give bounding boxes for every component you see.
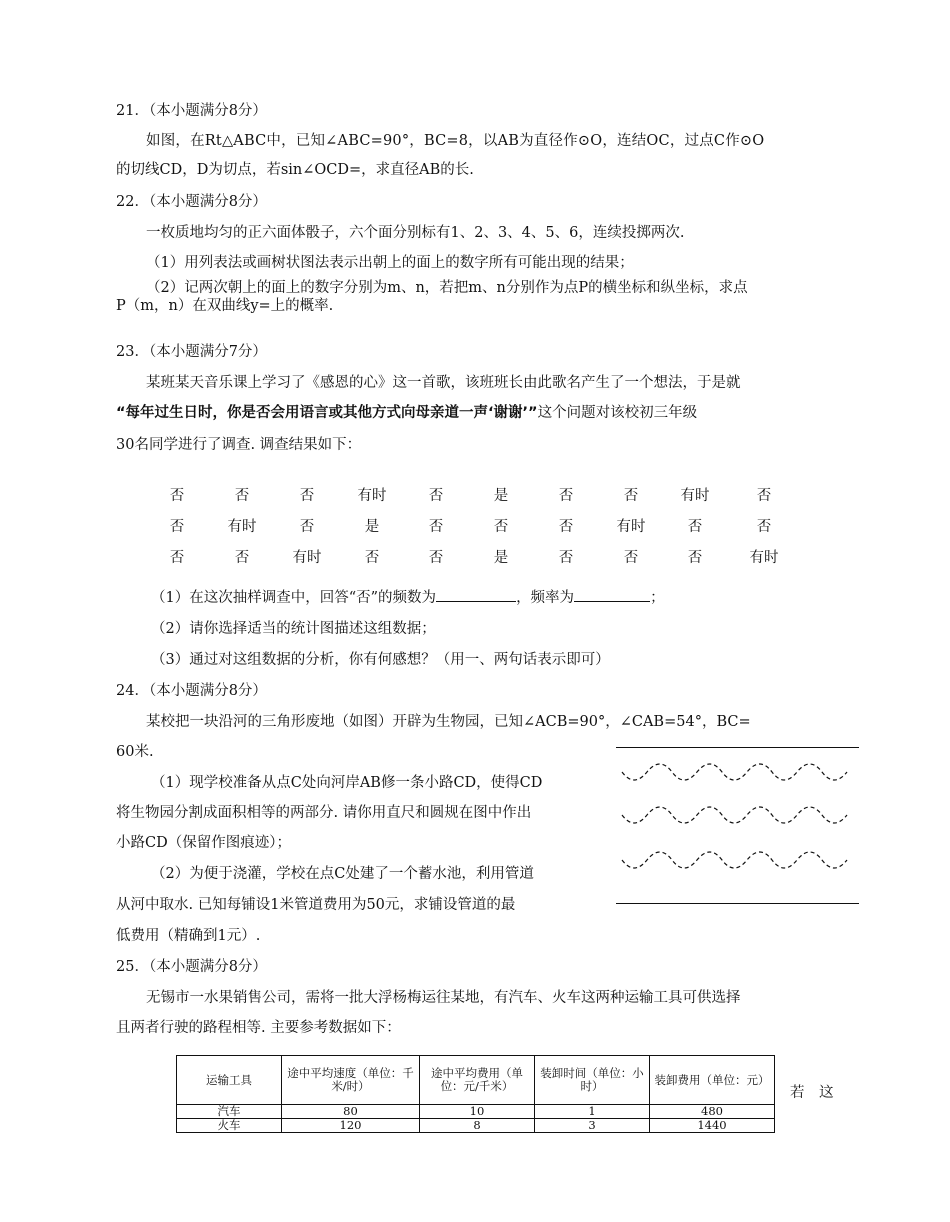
q21-line1: 如图，在Rt△ABC中，已知∠ABC=90°，BC=8，以AB为直径作⊙O，连结OC，过点C作⊙O (146, 133, 765, 149)
survey-cell: 否 (687, 519, 703, 535)
q25-intro1: 无锡市一水果销售公司，需将一批大浮杨梅运往某地，有汽车、火车这两种运输工具可供选择 (146, 990, 741, 1006)
table-cell: 汽车 (177, 1105, 282, 1119)
q23-part1-pre: （1）在这次抽样调查中，回答“否”的频数为 (151, 590, 437, 606)
q25-header: 25．（本小题满分8分） (116, 959, 267, 975)
q23-part1-end: ； (650, 590, 665, 606)
table-row (177, 1105, 775, 1119)
survey-cell: 否 (558, 488, 574, 504)
survey-cell: 否 (623, 488, 639, 504)
table-cell: 480 (650, 1105, 775, 1119)
survey-cell: 否 (756, 488, 772, 504)
survey-cell: 否 (234, 550, 250, 566)
q22-part1: （1）用列表法或画树状图法表示出朝上的面上的数字所有可能出现的结果； (146, 255, 634, 271)
survey-cell: 否 (428, 550, 444, 566)
q25-intro2: 且两者行驶的路程相等. 主要参考数据如下： (116, 1020, 401, 1036)
survey-cell: 否 (493, 519, 509, 535)
survey-cell: 否 (428, 519, 444, 535)
wave-line-3 (622, 852, 847, 868)
survey-cell: 否 (687, 550, 703, 566)
q22-part2b: P（m，n）在双曲线y=上的概率. (116, 298, 334, 314)
table-row (177, 1119, 775, 1133)
rate-blank[interactable] (574, 587, 650, 602)
table-cell: 3 (535, 1119, 650, 1133)
table-header-cell: 装卸费用（单位：元） (650, 1056, 775, 1105)
frequency-blank[interactable] (436, 587, 516, 602)
survey-cell: 否 (756, 519, 772, 535)
survey-cell: 有时 (292, 550, 322, 566)
q23-part3: （3）通过对这组数据的分析，你有何感想？（用一、两句话表示即可） (151, 652, 610, 668)
survey-cell: 是 (493, 550, 509, 566)
q23-part1-mid: ，频率为 (516, 590, 575, 606)
table-header-cell: 装卸时间（单位：小时） (535, 1056, 650, 1105)
river-bank-top (616, 747, 859, 748)
q24-p2a: （2）为便于浇灌，学校在点C处建了一个蓄水池，利用管道 (151, 866, 534, 882)
survey-cell: 有时 (227, 519, 257, 535)
q24-intro1: 某校把一块沿河的三角形废地（如图）开辟为生物园，已知∠ACB=90°，∠CAB=54°，BC= (146, 714, 751, 730)
wave-line-1 (622, 764, 847, 780)
q24-p2b: 从河中取水. 已知每铺设1米管道费用为50元，求铺设管道的最 (116, 897, 516, 913)
survey-cell: 否 (299, 488, 315, 504)
q22-part2a: （2）记两次朝上的面上的数字分别为m、n，若把m、n分别作为点P的横坐标和纵坐标，求点 (146, 280, 748, 296)
table-cell: 8 (420, 1119, 535, 1133)
q23-part1 (151, 586, 665, 607)
river-bank-bottom (616, 903, 859, 904)
survey-cell: 有时 (357, 488, 387, 504)
table-header-cell: 运输工具 (177, 1056, 282, 1105)
q21-line2: 的切线CD，D为切点，若sin∠OCD=，求直径AB的长. (116, 162, 474, 178)
survey-cell: 否 (299, 519, 315, 535)
table-header-row (177, 1056, 775, 1105)
survey-cell: 否 (234, 488, 250, 504)
q24-p1c: 小路CD（保留作图痕迹）； (116, 835, 291, 851)
q24-header: 24．（本小题满分8分） (116, 683, 267, 699)
survey-cell: 有时 (680, 488, 710, 504)
river-waves-figure (620, 760, 852, 900)
table-cell: 120 (282, 1119, 420, 1133)
survey-cell: 是 (364, 519, 380, 535)
survey-cell: 是 (493, 488, 509, 504)
table-cell: 10 (420, 1105, 535, 1119)
q22-intro: 一枚质地均匀的正六面体骰子，六个面分别标有1、2、3、4、5、6，连续投掷两次. (146, 225, 685, 241)
q24-p1b: 将生物园分割成面积相等的两部分. 请你用直尺和圆规在图中作出 (116, 805, 532, 821)
q24-p1a: （1）现学校准备从点C处向河岸AB修一条小路CD，使得CD (151, 775, 543, 791)
q23-intro2 (116, 401, 697, 422)
table-cell: 1 (535, 1105, 650, 1119)
survey-cell: 否 (623, 550, 639, 566)
transport-table (176, 1055, 775, 1133)
survey-cell: 否 (428, 488, 444, 504)
q22-header: 22．（本小题满分8分） (116, 194, 267, 210)
survey-cell: 否 (169, 519, 185, 535)
survey-cell: 有时 (616, 519, 646, 535)
q23-part2: （2）请你选择适当的统计图描述这组数据； (151, 621, 436, 637)
q21-header: 21．（本小题满分8分） (116, 103, 267, 119)
q24-p2c: 低费用（精确到1元）. (116, 928, 261, 944)
q24-intro2: 60米. (116, 744, 154, 760)
q23-intro2-tail: 这个问题对该校初三年级 (537, 405, 698, 421)
survey-cell: 否 (364, 550, 380, 566)
q23-intro1: 某班某天音乐课上学习了《感恩的心》这一首歌，该班班长由此歌名产生了一个想法，于是就 (146, 375, 741, 391)
table-cell: 80 (282, 1105, 420, 1119)
survey-cell: 否 (558, 519, 574, 535)
table-header-cell: 途中平均速度（单位：千米/时） (282, 1056, 420, 1105)
table-header-cell: 途中平均费用（单位：元/千米） (420, 1056, 535, 1105)
q25-trailing: 若 这 (790, 1085, 834, 1101)
table-cell: 火车 (177, 1119, 282, 1133)
q23-bold-question: “每年过生日时，你是否会用语言或其他方式向母亲道一声‘谢谢’” (116, 405, 538, 421)
q23-intro3: 30名同学进行了调查. 调查结果如下： (116, 437, 362, 453)
wave-line-2 (622, 807, 847, 823)
survey-cell: 有时 (749, 550, 779, 566)
q23-header: 23．（本小题满分7分） (116, 344, 267, 360)
survey-cell: 否 (169, 488, 185, 504)
survey-cell: 否 (169, 550, 185, 566)
table-cell: 1440 (650, 1119, 775, 1133)
survey-cell: 否 (558, 550, 574, 566)
